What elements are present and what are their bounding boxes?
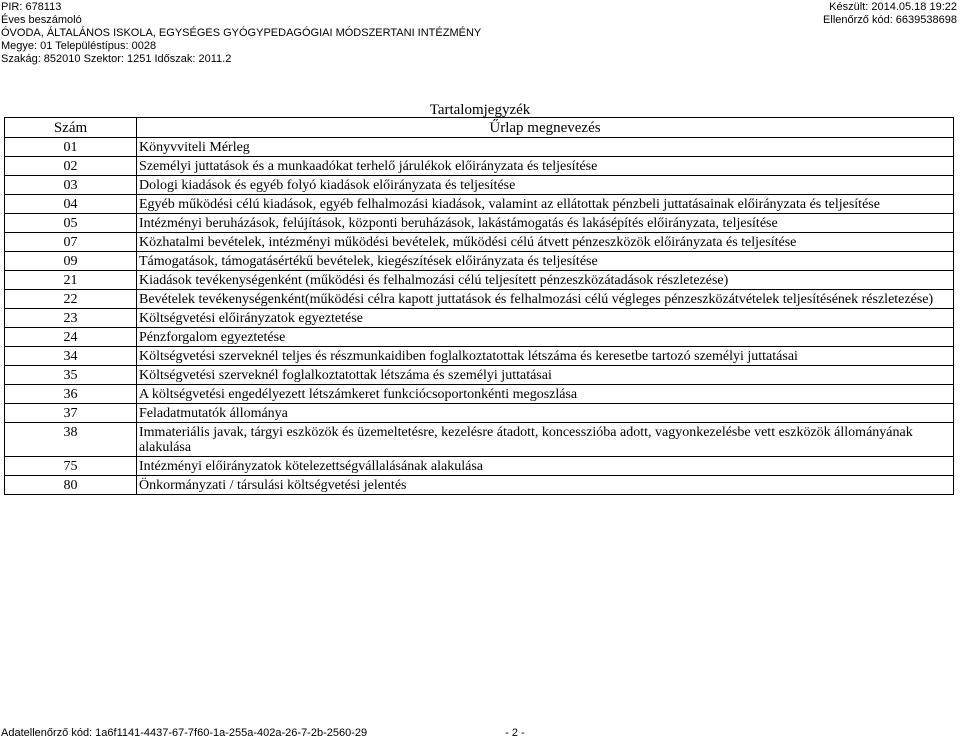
table-row — [5, 271, 954, 290]
col-header-form-name: Űrlap megnevezés — [137, 118, 954, 138]
header-county: Megye: 01 Településtípus: 0028 — [1, 40, 157, 52]
form-number: 07 — [5, 233, 137, 252]
toc-title: Tartalomjegyzék — [429, 102, 531, 118]
form-number: 05 — [5, 214, 137, 233]
form-name: Költségvetési szerveknél teljes és részmunkaidiben foglalkoztatottak létszáma és keresetbe tartozó személyi juttatásai — [137, 347, 954, 366]
form-number: 38 — [5, 423, 137, 457]
form-number: 09 — [5, 252, 137, 271]
header-check-code: Ellenőrző kód: 6639538698 — [823, 14, 957, 26]
form-number: 23 — [5, 309, 137, 328]
form-name: Személyi juttatások és a munkaadókat terhelő járulékok előirányzata és teljesítése — [137, 157, 954, 176]
form-name: Bevételek tevékenységenként(működési célra kapott juttatások és felhalmozási célú végleges pénzeszközátvételek teljesítésének részletezése) — [137, 290, 954, 309]
toc-header-row — [5, 118, 954, 138]
form-number: 36 — [5, 385, 137, 404]
header-report-type: Éves beszámoló — [1, 14, 82, 26]
toc-body — [5, 138, 954, 495]
form-number: 37 — [5, 404, 137, 423]
form-number: 35 — [5, 366, 137, 385]
header-sector: Szakág: 852010 Szektor: 1251 Időszak: 2011.2 — [1, 53, 232, 65]
form-name: Támogatások, támogatásértékű bevételek, kiegészítések előirányzata és teljesítése — [137, 252, 954, 271]
report-footer — [1, 727, 525, 740]
form-name: Immateriális javak, tárgyi eszközök és üzemeltetésre, kezelésre átadott, koncesszióba adott, vagyonkezelésbe vett eszközök állományának alakulása — [137, 423, 954, 457]
form-name: Egyéb működési célú kiadások, egyéb felhalmozási kiadások, valamint az ellátottak pénzbeli juttatásainak előirányzata és teljesítése — [137, 195, 954, 214]
form-number: 22 — [5, 290, 137, 309]
table-row — [5, 138, 954, 157]
form-name: Intézményi előirányzatok kötelezettségvállalásának alakulása — [137, 457, 954, 476]
table-row — [5, 423, 954, 457]
header-created: Készült: 2014.05.18 19:22 — [829, 1, 957, 13]
form-name: Könyvviteli Mérleg — [137, 138, 954, 157]
form-number: 34 — [5, 347, 137, 366]
form-name: A költségvetési engedélyezett létszámkeret funkciócsoportonkénti megoszlása — [137, 385, 954, 404]
table-row — [5, 309, 954, 328]
form-number: 75 — [5, 457, 137, 476]
form-name: Önkormányzati / társulási költségvetési jelentés — [137, 476, 954, 495]
form-number: 03 — [5, 176, 137, 195]
header-institution: ÓVODA, ÁLTALÁNOS ISKOLA, EGYSÉGES GYÓGYPEDAGÓGIAI MÓDSZERTANI INTÉZMÉNY — [1, 27, 482, 39]
table-row — [5, 476, 954, 495]
form-number: 01 — [5, 138, 137, 157]
report-header-right — [823, 1, 957, 27]
table-row — [5, 347, 954, 366]
table-row — [5, 233, 954, 252]
table-row — [5, 195, 954, 214]
form-number: 02 — [5, 157, 137, 176]
form-name: Dologi kiadások és egyéb folyó kiadások előirányzata és teljesítése — [137, 176, 954, 195]
report-header-left — [1, 1, 701, 66]
form-name: Pénzforgalom egyeztetése — [137, 328, 954, 347]
table-row — [5, 176, 954, 195]
footer-control-code: Adatellenőrző kód: 1a6f1141-4437-67-7f60-1a-255a-402a-26-7-2b-2560-29 — [1, 727, 368, 739]
table-row — [5, 290, 954, 309]
form-name: Kiadások tevékenységenként (működési és felhalmozási célú teljesített pénzeszközátadások részletezése) — [137, 271, 954, 290]
table-row — [5, 404, 954, 423]
col-header-number: Szám — [5, 118, 137, 138]
form-number: 80 — [5, 476, 137, 495]
table-row — [5, 157, 954, 176]
form-name: Költségvetési előirányzatok egyeztetése — [137, 309, 954, 328]
form-name: Közhatalmi bevételek, intézményi működési bevételek, működési célú átvett pénzeszközök előirányzata és teljesítése — [137, 233, 954, 252]
table-row — [5, 214, 954, 233]
form-name: Feladatmutatók állománya — [137, 404, 954, 423]
toc-table — [4, 117, 954, 495]
header-pir: PIR: 678113 — [1, 1, 62, 13]
form-name: Intézményi beruházások, felújítások, központi beruházások, lakástámogatás és lakásépítés előirányzata, teljesítése — [137, 214, 954, 233]
form-name: Költségvetési szerveknél foglalkoztatottak létszáma és személyi juttatásai — [137, 366, 954, 385]
table-row — [5, 328, 954, 347]
form-number: 04 — [5, 195, 137, 214]
table-row — [5, 252, 954, 271]
table-row — [5, 457, 954, 476]
table-row — [5, 366, 954, 385]
table-row — [5, 385, 954, 404]
form-number: 21 — [5, 271, 137, 290]
form-number: 24 — [5, 328, 137, 347]
footer-page-number: - 2 - — [505, 727, 525, 739]
